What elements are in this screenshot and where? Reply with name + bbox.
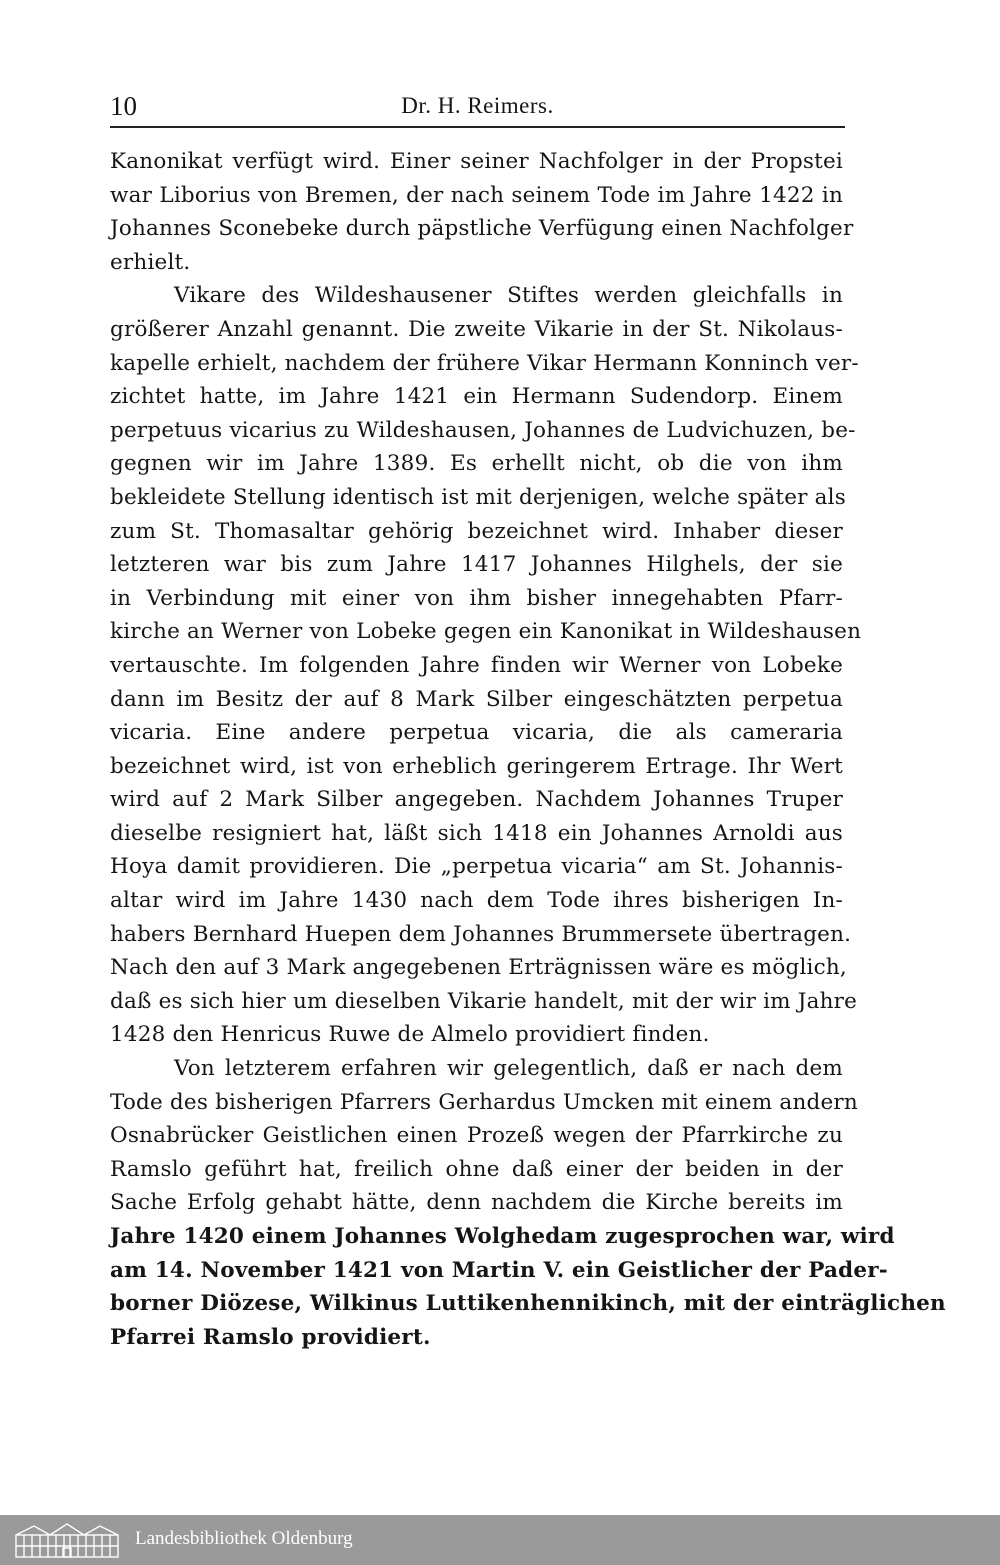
text-line: letzteren war bis zum Jahre 1417 Johannes Hilghels, der sie <box>110 552 843 578</box>
text-line: Ramslo geführt hat, freilich ohne daß einer der beiden in der <box>110 1156 843 1182</box>
text-line: Jahre 1420 einem Johannes Wolghedam zugesprochen war, wird <box>110 1224 895 1249</box>
text-line: am 14. November 1421 von Martin V. ein Geistlicher der Pader- <box>110 1257 888 1283</box>
text-line: dieselbe resigniert hat, läßt sich 1418 ein Johannes Arnoldi aus <box>110 820 843 846</box>
text-line: Vikare des Wildeshausener Stiftes werden gleichfalls in <box>174 283 843 309</box>
text-line: wird auf 2 Mark Silber angegeben. Nachdem Johannes Truper <box>110 787 843 813</box>
footer-bar <box>0 1515 1000 1565</box>
library-name: Landesbibliothek Oldenburg <box>135 1528 353 1549</box>
text-line: kapelle erhielt, nachdem der frühere Vikar Hermann Konninch ver- <box>110 350 859 376</box>
text-line: daß es sich hier um dieselben Vikarie handelt, mit der wir im Jahre <box>110 988 858 1014</box>
text-line: größerer Anzahl genannt. Die zweite Vikarie in der St. Nikolaus- <box>110 316 843 342</box>
body-text <box>110 145 946 1354</box>
page-header <box>110 88 845 128</box>
text-line: Hoya damit providieren. Die „perpetua vicaria“ am St. Johannis- <box>110 854 843 880</box>
text-line: zichtet hatte, im Jahre 1421 ein Hermann Sudendorp. Einem <box>110 384 843 410</box>
text-line: gegnen wir im Jahre 1389. Es erhellt nicht, ob die von ihm <box>110 451 843 477</box>
text-line: zum St. Thomasaltar gehörig bezeichnet wird. Inhaber dieser <box>110 518 843 544</box>
text-line: Pfarrei Ramslo providiert. <box>110 1324 431 1350</box>
text-line: Von letzterem erfahren wir gelegentlich, daß er nach dem <box>174 1056 843 1082</box>
text-line: habers Bernhard Huepen dem Johannes Brummersete übertragen. <box>110 921 852 947</box>
text-line: Kanonikat verfügt wird. Einer seiner Nachfolger in der Propstei <box>110 149 843 174</box>
text-line: Osnabrücker Geistlichen einen Prozeß wegen der Pfarrkirche zu <box>110 1123 843 1149</box>
text-line: kirche an Werner von Lobeke gegen ein Kanonikat in Wildeshausen <box>110 619 862 645</box>
running-title: Dr. H. Reimers. <box>401 93 554 118</box>
text-line: erhielt. <box>110 249 191 275</box>
text-line: borner Diözese, Wilkinus Luttikenhennikinch, mit der einträglichen <box>110 1291 946 1317</box>
text-line: altar wird im Jahre 1430 nach dem Tode ihres bisherigen In- <box>110 888 843 914</box>
text-line: dann im Besitz der auf 8 Mark Silber eingeschätzten perpetua <box>110 686 843 712</box>
text-line: Johannes Sconebeke durch päpstliche Verfügung einen Nachfolger <box>110 216 854 242</box>
header-rule <box>110 126 845 128</box>
text-line: vicaria. Eine andere perpetua vicaria, die als cameraria <box>110 720 843 746</box>
text-line: 1428 den Henricus Ruwe de Almelo providiert finden. <box>110 1022 710 1048</box>
text-line: perpetuus vicarius zu Wildeshausen, Johannes de Ludvichuzen, be- <box>110 417 856 443</box>
text-line: Tode des bisherigen Pfarrers Gerhardus Umcken mit einem andern <box>110 1089 858 1115</box>
page-number: 10 <box>110 91 137 121</box>
library-building-icon <box>14 1521 120 1559</box>
text-line: Sache Erfolg gehabt hätte, denn nachdem die Kirche bereits im <box>110 1190 843 1216</box>
text-line: war Liborius von Bremen, der nach seinem Tode im Jahre 1422 in <box>110 182 843 208</box>
text-line: vertauschte. Im folgenden Jahre finden wir Werner von Lobeke <box>110 652 843 678</box>
text-line: Nach den auf 3 Mark angegebenen Erträgnissen wäre es möglich, <box>110 955 847 981</box>
text-line: bezeichnet wird, ist von erheblich geringerem Ertrage. Ihr Wert <box>110 753 843 779</box>
text-line: bekleidete Stellung identisch ist mit derjenigen, welche später als <box>110 484 846 510</box>
text-line: in Verbindung mit einer von ihm bisher innegehabten Pfarr- <box>110 585 843 611</box>
